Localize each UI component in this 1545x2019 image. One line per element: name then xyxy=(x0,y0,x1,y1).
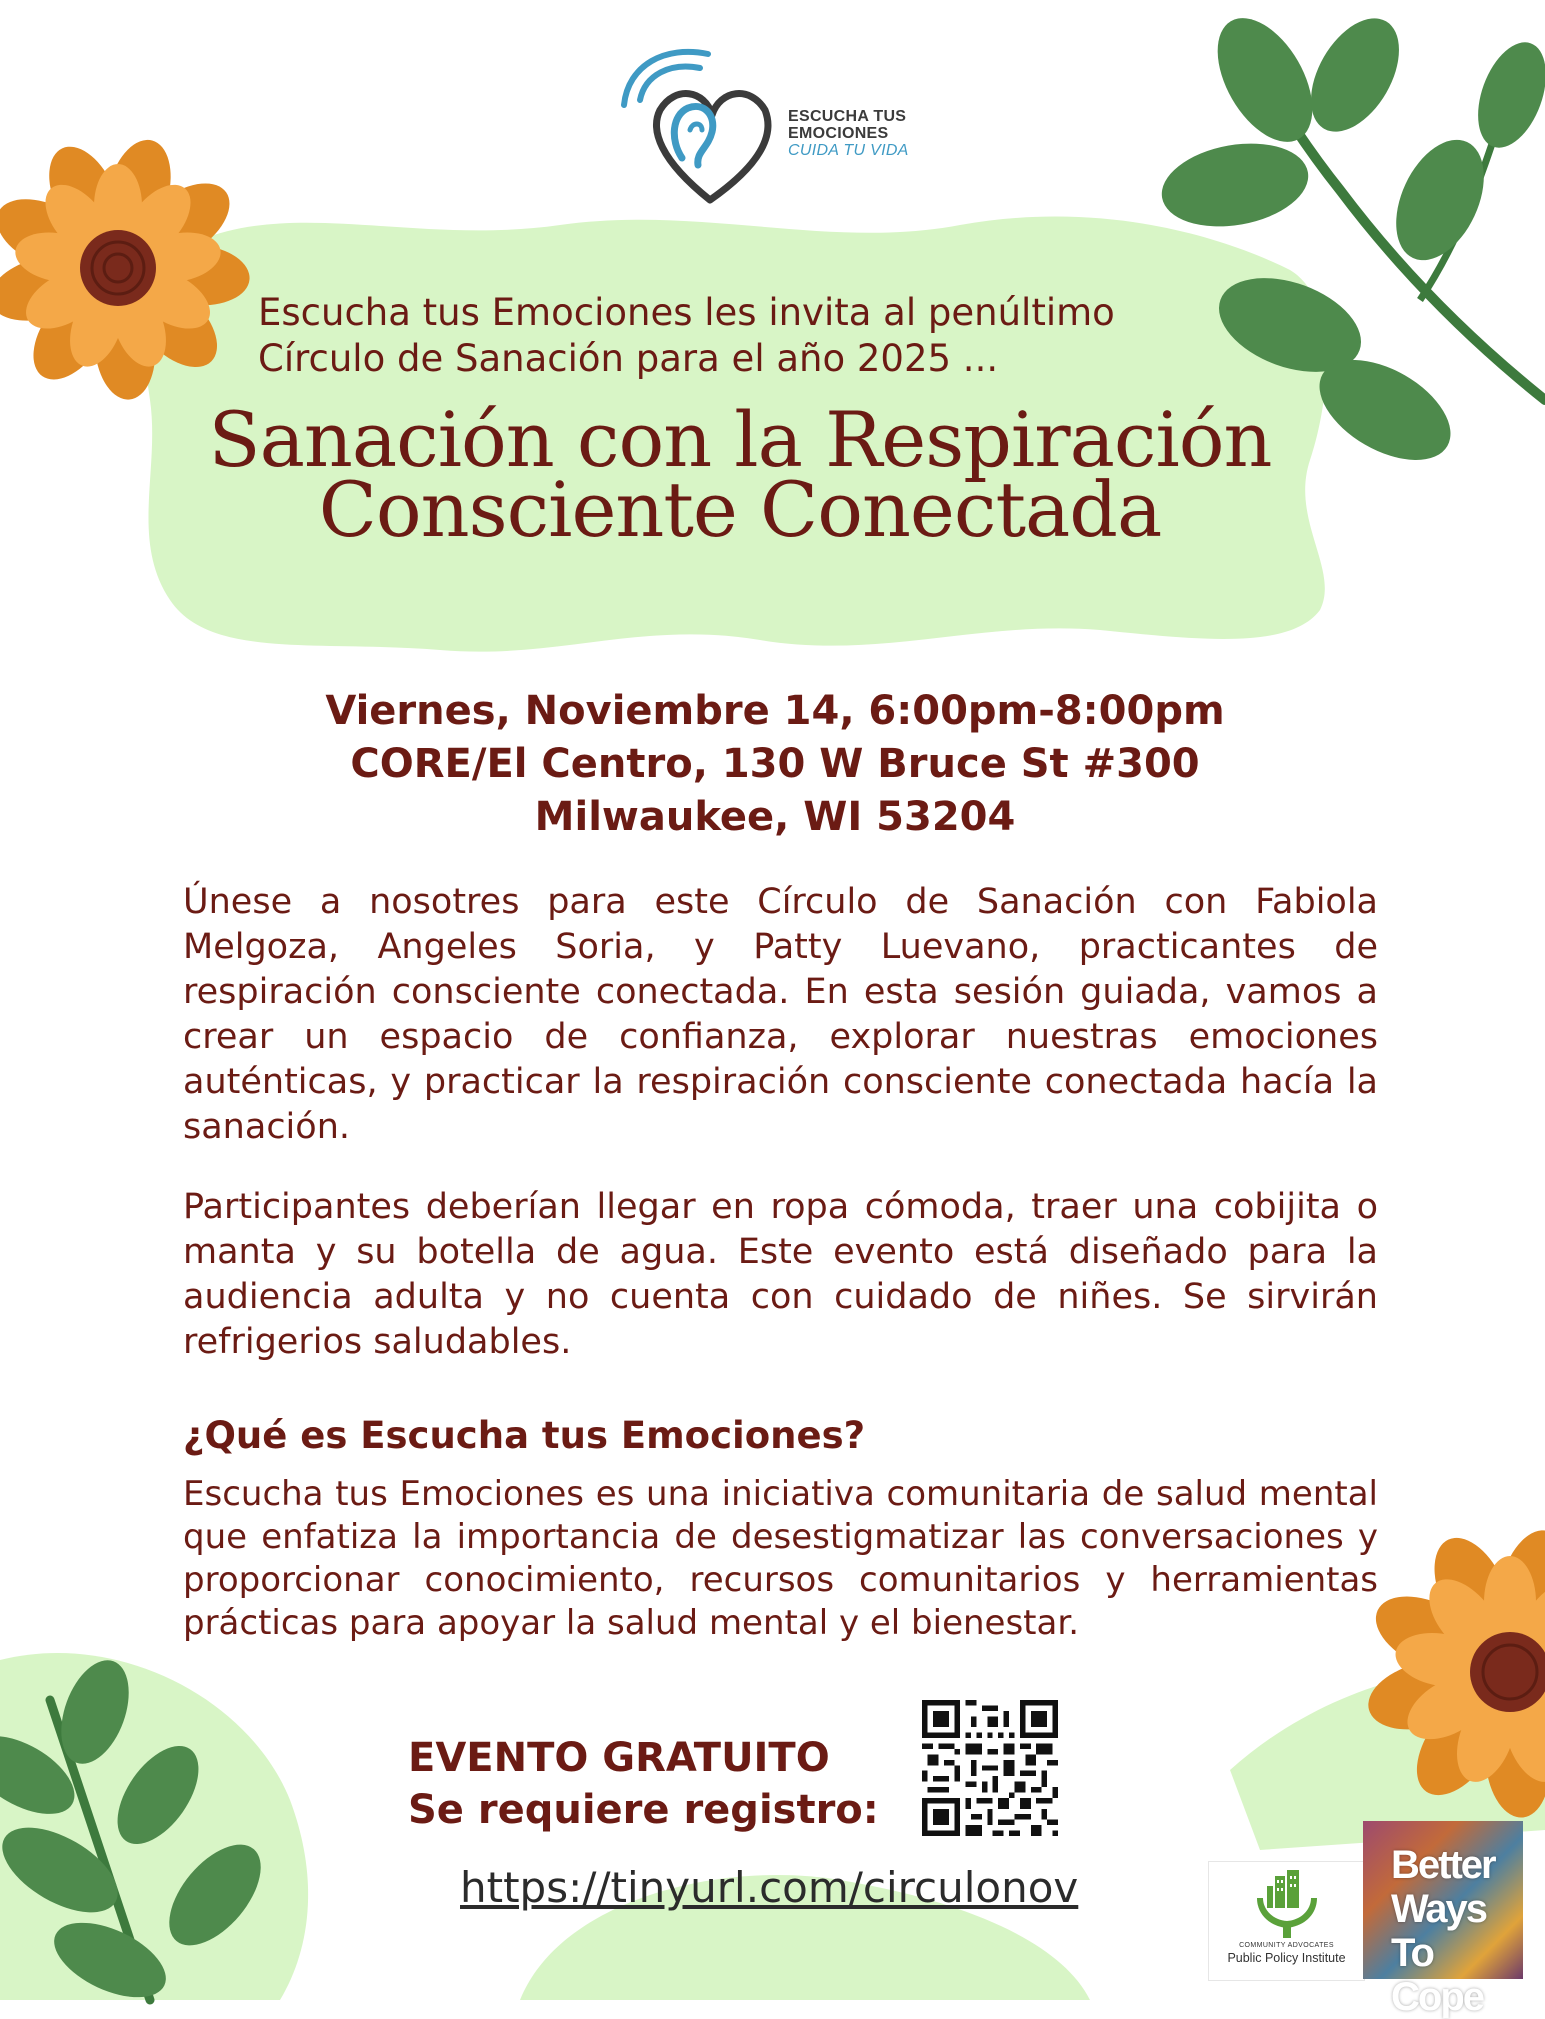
event-city: Milwaukee, WI 53204 xyxy=(534,794,1016,840)
logo-tagline: CUIDA TU VIDA xyxy=(788,142,909,159)
better-ways-to-cope-text: Better Ways To Cope xyxy=(1391,1843,1495,2019)
about-heading: ¿Qué es Escucha tus Emociones? xyxy=(183,1414,866,1457)
better-ways-to-cope-logo xyxy=(1363,1821,1523,2019)
registration-block xyxy=(408,1732,928,1836)
description-paragraph: Únese a nosotres para este Círculo de Sanación con Fabiola Melgoza, Angeles Soria, y Patty Luevano, practicantes de respiración consciente conectada. En esta sesión guiada, vamos a crear un espacio de confianza, explorar nuestras emociones auténticas, y practicar la respiración consciente conectada hacía la sanación. xyxy=(183,882,1378,1147)
registration-required-label: Se requiere registro: xyxy=(408,1787,879,1833)
intro-line-1: Escucha tus Emociones les invita al penúltimo xyxy=(258,291,1115,334)
registration-link[interactable]: https://tinyurl.com/circulonov xyxy=(460,1863,1079,1912)
hands-building-icon xyxy=(1253,1868,1321,1940)
title-line-1: Sanación con la Respiración xyxy=(208,395,1272,484)
public-policy-institute-label: Public Policy Institute xyxy=(1227,1951,1346,1965)
about-paragraph: Escucha tus Emociones es una iniciativa comunitaria de salud mental que enfatiza la importancia de desestigmatizar las conversaciones y proporcionar conocimiento, recursos comunitarios y herramientas prácticas para apoyar la salud mental y el bienestar. xyxy=(183,1474,1378,1643)
qr-code[interactable] xyxy=(922,1700,1058,1836)
event-address: CORE/El Centro, 130 W Bruce St #300 xyxy=(350,741,1200,787)
community-advocates-logo xyxy=(1208,1861,1365,1981)
event-datetime: Viernes, Noviembre 14, 6:00pm-8:00pm xyxy=(325,688,1225,734)
title-line-2: Consciente Conectada xyxy=(318,465,1162,554)
event-title xyxy=(190,395,1290,554)
intro-line-2: Círculo de Sanación para el año 2025 ... xyxy=(258,337,999,380)
instructions-paragraph: Participantes deberían llegar en ropa cómoda, traer una cobijita o manta y su botella de agua. Este evento está diseñado para la audiencia adulta y no cuenta con cuidado de niñes. Se sirvirán refrigerios saludables. xyxy=(183,1187,1378,1362)
logo-wordmark xyxy=(788,108,909,159)
logo-line-1: ESCUCHA TUS xyxy=(788,108,907,125)
logo-mark xyxy=(624,52,768,200)
logo-line-2: EMOCIONES xyxy=(788,125,889,142)
free-event-label: EVENTO GRATUITO xyxy=(408,1735,830,1781)
intro-text xyxy=(258,290,1258,382)
event-details xyxy=(200,685,1350,844)
community-advocates-caption xyxy=(1209,1942,1364,1965)
community-advocates-org: COMMUNITY ADVOCATES xyxy=(1239,1942,1334,1949)
